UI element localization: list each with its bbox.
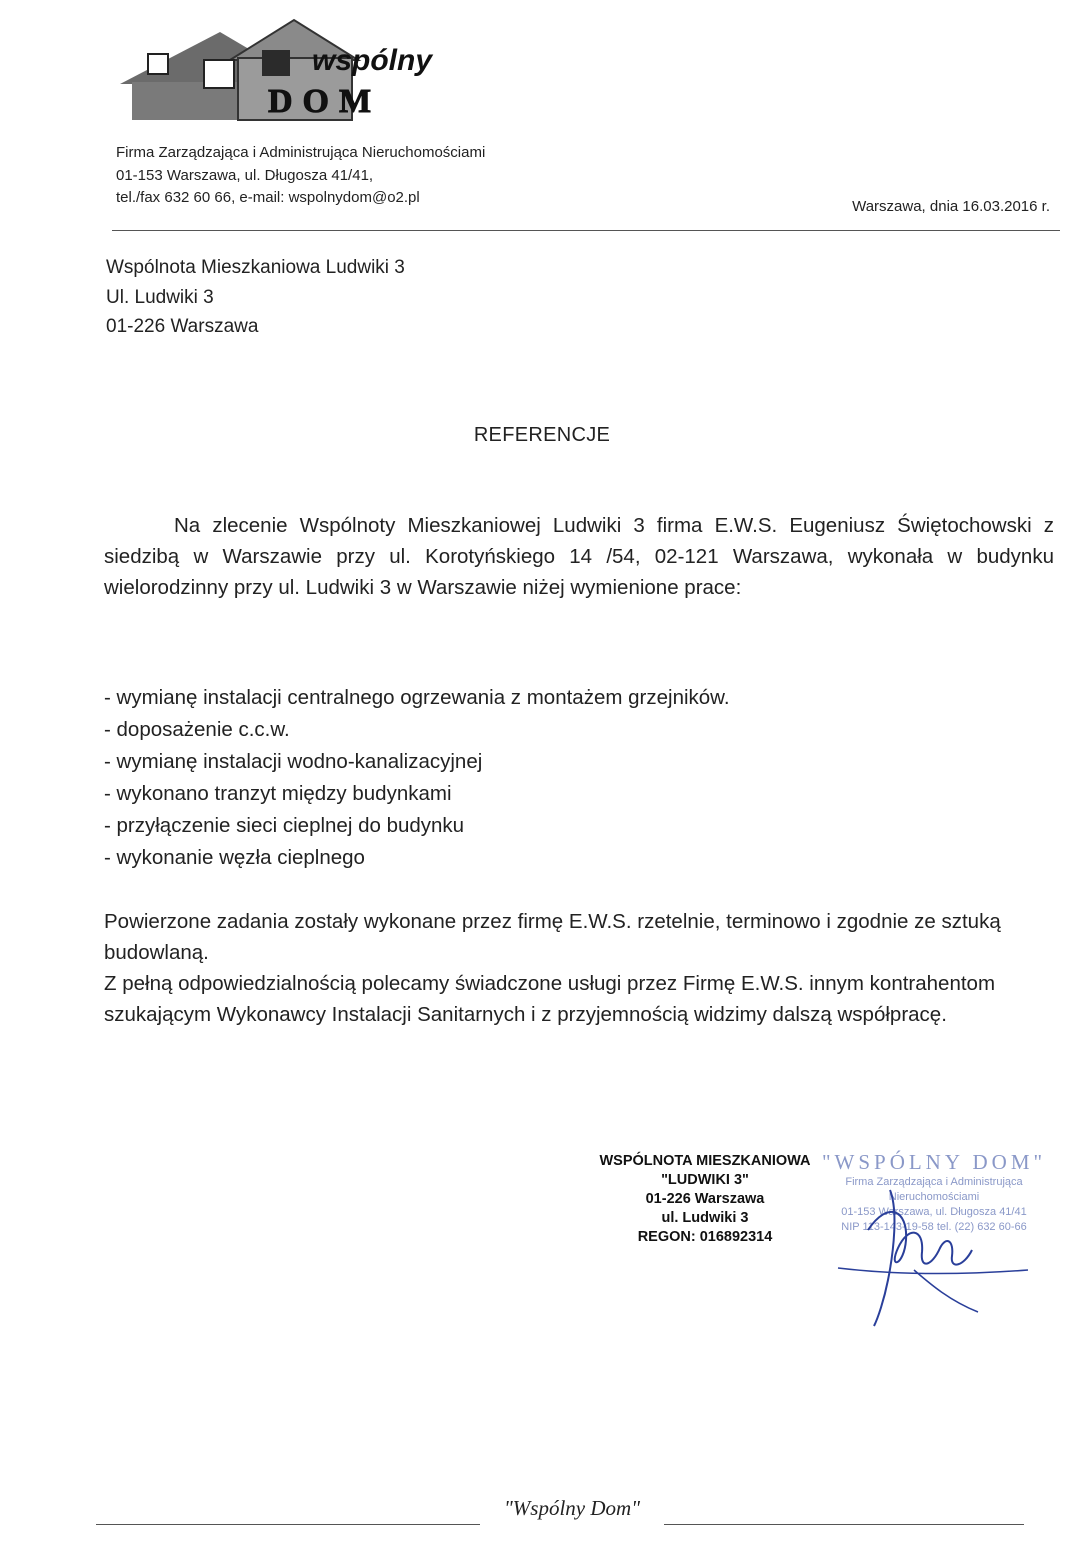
stamp-line: "LUDWIKI 3" xyxy=(661,1172,749,1188)
firm-stamp-line: Nieruchomościami xyxy=(888,1191,980,1203)
company-info xyxy=(116,142,485,210)
stamp-line: WSPÓLNOTA MIESZKANIOWA xyxy=(599,1153,811,1169)
company-logo xyxy=(112,14,472,126)
recipient-address xyxy=(106,253,405,342)
stamp-line: REGON: 016892314 xyxy=(637,1229,773,1245)
works-list xyxy=(104,682,730,874)
handwritten-signature xyxy=(828,1170,1038,1330)
header-divider xyxy=(112,230,1060,231)
logo-word-wspolny: wspólny xyxy=(312,44,433,77)
logo-word-dom: DOM xyxy=(268,83,382,120)
stamp-line: ul. Ludwiki 3 xyxy=(661,1210,749,1226)
list-item: - wykonanie węzła cieplnego xyxy=(104,846,365,869)
footer-brand: "Wspólny Dom" xyxy=(503,1496,641,1520)
list-item: - wykonano tranzyt między budynkami xyxy=(104,782,452,805)
footer-rule-left xyxy=(96,1524,480,1525)
recipient-line-city: 01-226 Warszawa xyxy=(106,316,259,337)
firm-stamp-line: Firma Zarządzająca i Administrująca xyxy=(845,1176,1023,1188)
firm-stamp-line: 01-153 Warszawa, ul. Długosza 41/41 xyxy=(841,1206,1027,1218)
recipient-line-street: Ul. Ludwiki 3 xyxy=(106,286,214,308)
company-line-name: Firma Zarządzająca i Administrująca Nieruchomościami xyxy=(116,144,486,161)
footer-rule-right xyxy=(664,1524,1024,1525)
recipient-line-name: Wspólnota Mieszkaniowa Ludwiki 3 xyxy=(106,257,405,278)
quality-paragraph: Powierzone zadania zostały wykonane przez firmę E.W.S. rzetelnie, terminowo i zgodnie ze sztuką budowlaną. xyxy=(104,910,1001,964)
community-stamp xyxy=(582,1152,828,1247)
intro-paragraph: Na zlecenie Wspólnoty Mieszkaniowej Ludwiki 3 firma E.W.S. Eugeniusz Świętochowski z siedzibą w Warszawie przy ul. Korotyńskiego 14 /54, 02-121 Warszawa, wykonała w budynku wielorodzinny przy ul. Ludwiki 3 w Warszawie niżej wymienione prace: xyxy=(104,514,1054,599)
list-item: - doposażenie c.c.w. xyxy=(104,718,290,741)
stamp-line: 01-226 Warszawa xyxy=(645,1191,765,1207)
letter-date: Warszawa, dnia 16.03.2016 r. xyxy=(852,198,1050,215)
list-item: - wymianę instalacji wodno-kanalizacyjnej xyxy=(104,750,483,773)
firm-stamp-title: "WSPÓLNY DOM" xyxy=(821,1150,1047,1174)
list-item: - wymianę instalacji centralnego ogrzewania z montażem grzejników. xyxy=(104,686,730,709)
company-line-address: 01-153 Warszawa, ul. Długosza 41/41, xyxy=(116,166,374,184)
recommendation-paragraph: Z pełną odpowiedzialnością polecamy świadczone usługi przez Firmę E.W.S. innym kontrahentom szukającym Wykonawcy Instalacji Sanitarnych i z przyjemnością widzimy dalszą współpracę. xyxy=(104,972,996,1026)
list-item: - przyłączenie sieci cieplnej do budynku xyxy=(104,814,465,837)
closing-paragraphs xyxy=(104,906,1054,1030)
firm-stamp-line: NIP 113-143-19-58 tel. (22) 632 60-66 xyxy=(841,1221,1027,1233)
document-title: REFERENCJE xyxy=(473,424,611,446)
company-line-contact: tel./fax 632 60 66, e-mail: wspolnydom@o2.pl xyxy=(116,189,420,206)
